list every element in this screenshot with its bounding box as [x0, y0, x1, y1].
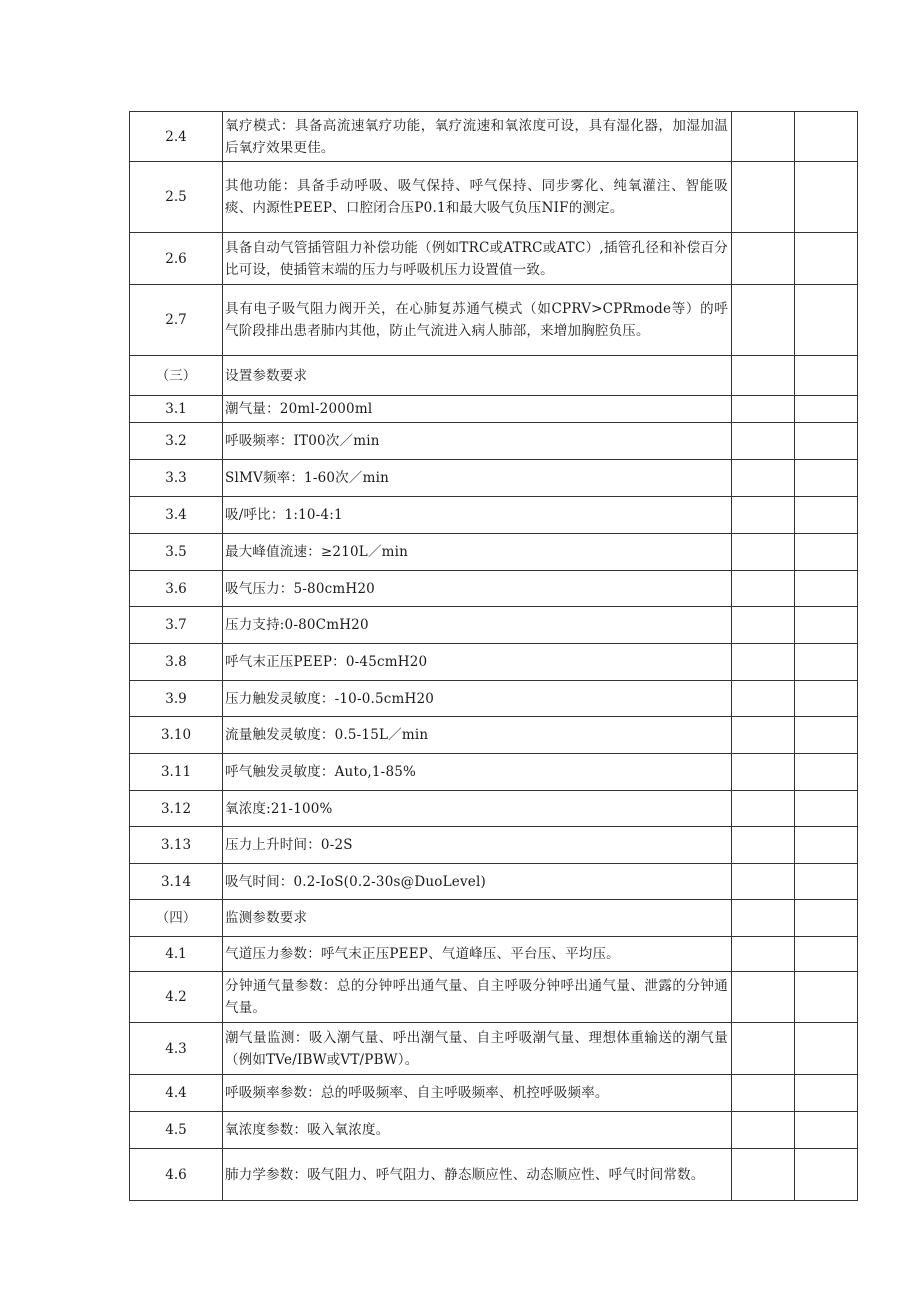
response-cell: [732, 460, 795, 497]
remark-cell: [795, 900, 858, 937]
remark-cell: [795, 791, 858, 827]
row-number: 3.1: [130, 396, 223, 423]
row-number: 3.14: [130, 864, 223, 900]
row-number: 4.1: [130, 937, 223, 972]
table-row: [130, 972, 858, 1023]
section-number: （四）: [130, 900, 223, 937]
row-description: 呼吸频率参数：总的呼吸频率、自主呼吸频率、机控呼吸频率。: [223, 1075, 732, 1112]
response-cell: [732, 1112, 795, 1149]
response-cell: [732, 607, 795, 644]
row-number: 3.11: [130, 754, 223, 791]
remark-cell: [795, 423, 858, 460]
remark-cell: [795, 497, 858, 534]
remark-cell: [795, 972, 858, 1023]
response-cell: [732, 497, 795, 534]
response-cell: [732, 112, 795, 162]
row-number: 3.13: [130, 827, 223, 864]
section-number: （三）: [130, 356, 223, 396]
remark-cell: [795, 864, 858, 900]
response-cell: [732, 937, 795, 972]
table-row: [130, 644, 858, 681]
table-row: [130, 607, 858, 644]
row-description: 氧浓度参数：吸入氧浓度。: [223, 1112, 732, 1149]
table-row: [130, 1023, 858, 1075]
table-row: [130, 112, 858, 162]
response-cell: [732, 791, 795, 827]
response-cell: [732, 754, 795, 791]
section-title: 设置参数要求: [223, 356, 732, 396]
table-row: [130, 571, 858, 607]
table-row: [130, 717, 858, 754]
row-number: 3.3: [130, 460, 223, 497]
row-description: 分钟通气量参数：总的分钟呼出通气量、自主呼吸分钟呼出通气量、泄露的分钟通气量。: [223, 972, 732, 1023]
row-description: 压力支持:0-80CmH20: [223, 607, 732, 644]
response-cell: [732, 717, 795, 754]
response-cell: [732, 900, 795, 937]
remark-cell: [795, 534, 858, 571]
row-description: 具备自动气管插管阻力补偿功能（例如TRC或ATRC或ATC）,插管孔径和补偿百分比可设，使插管末端的压力与呼吸机压力设置值一致。: [223, 233, 732, 285]
spec-table: [129, 111, 858, 1201]
remark-cell: [795, 607, 858, 644]
section-row: [130, 900, 858, 937]
remark-cell: [795, 717, 858, 754]
response-cell: [732, 1149, 795, 1201]
row-number: 4.6: [130, 1149, 223, 1201]
row-number: 4.2: [130, 972, 223, 1023]
row-number: 2.6: [130, 233, 223, 285]
row-number: 3.7: [130, 607, 223, 644]
row-description: 气道压力参数：呼气末正压PEEP、气道峰压、平台压、平均压。: [223, 937, 732, 972]
row-description: 肺力学参数：吸气阻力、呼气阻力、静态顺应性、动态顺应性、呼气时间常数。: [223, 1149, 732, 1201]
remark-cell: [795, 396, 858, 423]
remark-cell: [795, 644, 858, 681]
row-description: 吸气时间：0.2-IoS(0.2-30s@DuoLevel): [223, 864, 732, 900]
remark-cell: [795, 827, 858, 864]
row-number: 3.6: [130, 571, 223, 607]
table-row: [130, 285, 858, 356]
remark-cell: [795, 233, 858, 285]
row-description: 具有电子吸气阻力阀开关，在心肺复苏通气模式（如CPRV>CPRmode等）的呼气阶段排出患者肺内其他，防止气流进入病人肺部，来增加胸腔负压。: [223, 285, 732, 356]
row-description: 吸/呼比：1:10-4:1: [223, 497, 732, 534]
table-row: [130, 681, 858, 717]
row-description: 吸气压力：5-80cmH20: [223, 571, 732, 607]
response-cell: [732, 285, 795, 356]
remark-cell: [795, 1112, 858, 1149]
row-description: 潮气量监测：吸入潮气量、呼出潮气量、自主呼吸潮气量、理想体重输送的潮气量（例如TVe/IBW或VT/PBW）。: [223, 1023, 732, 1075]
response-cell: [732, 162, 795, 233]
response-cell: [732, 356, 795, 396]
table-row: [130, 827, 858, 864]
table-row: [130, 460, 858, 497]
remark-cell: [795, 681, 858, 717]
row-number: 3.8: [130, 644, 223, 681]
remark-cell: [795, 356, 858, 396]
table-row: [130, 937, 858, 972]
row-description: 最大峰值流速：≥210L／min: [223, 534, 732, 571]
table-row: [130, 864, 858, 900]
response-cell: [732, 1023, 795, 1075]
response-cell: [732, 534, 795, 571]
table-row: [130, 534, 858, 571]
table-row: [130, 497, 858, 534]
row-number: 3.9: [130, 681, 223, 717]
row-description: 氧疗模式：具备高流速氧疗功能，氧疗流速和氧浓度可设，具有湿化器，加湿加温后氧疗效果更佳。: [223, 112, 732, 162]
row-number: 2.5: [130, 162, 223, 233]
response-cell: [732, 1075, 795, 1112]
response-cell: [732, 827, 795, 864]
response-cell: [732, 972, 795, 1023]
remark-cell: [795, 1023, 858, 1075]
section-title: 监测参数要求: [223, 900, 732, 937]
row-description: 其他功能：具备手动呼吸、吸气保持、呼气保持、同步雾化、纯氧灌注、智能吸痰、内源性PEEP、口腔闭合压P0.1和最大吸气负压NIF的测定。: [223, 162, 732, 233]
remark-cell: [795, 112, 858, 162]
row-number: 3.4: [130, 497, 223, 534]
row-description: 呼吸频率：IT00次／min: [223, 423, 732, 460]
table-row: [130, 233, 858, 285]
remark-cell: [795, 162, 858, 233]
table-row: [130, 791, 858, 827]
section-row: [130, 356, 858, 396]
remark-cell: [795, 571, 858, 607]
response-cell: [732, 644, 795, 681]
remark-cell: [795, 1149, 858, 1201]
remark-cell: [795, 937, 858, 972]
row-number: 3.5: [130, 534, 223, 571]
response-cell: [732, 681, 795, 717]
row-number: 4.3: [130, 1023, 223, 1075]
table-row: [130, 1149, 858, 1201]
row-number: 3.12: [130, 791, 223, 827]
row-description: 呼气末正压PEEP：0-45cmH20: [223, 644, 732, 681]
row-description: 氧浓度:21-100%: [223, 791, 732, 827]
remark-cell: [795, 1075, 858, 1112]
table-row: [130, 162, 858, 233]
remark-cell: [795, 754, 858, 791]
table-row: [130, 396, 858, 423]
remark-cell: [795, 460, 858, 497]
row-description: 压力上升时间：0-2S: [223, 827, 732, 864]
row-description: 流量触发灵敏度：0.5-15L／min: [223, 717, 732, 754]
response-cell: [732, 571, 795, 607]
remark-cell: [795, 285, 858, 356]
table-row: [130, 1112, 858, 1149]
table-row: [130, 754, 858, 791]
row-number: 4.5: [130, 1112, 223, 1149]
table-row: [130, 1075, 858, 1112]
row-description: 压力触发灵敏度：-10-0.5cmH20: [223, 681, 732, 717]
table-row: [130, 423, 858, 460]
row-number: 3.2: [130, 423, 223, 460]
response-cell: [732, 233, 795, 285]
row-number: 3.10: [130, 717, 223, 754]
row-description: 潮气量：20ml-2000ml: [223, 396, 732, 423]
row-description: SlMV频率：1-60次／min: [223, 460, 732, 497]
response-cell: [732, 396, 795, 423]
response-cell: [732, 423, 795, 460]
response-cell: [732, 864, 795, 900]
row-description: 呼气触发灵敏度：Auto,1-85%: [223, 754, 732, 791]
row-number: 4.4: [130, 1075, 223, 1112]
row-number: 2.4: [130, 112, 223, 162]
row-number: 2.7: [130, 285, 223, 356]
